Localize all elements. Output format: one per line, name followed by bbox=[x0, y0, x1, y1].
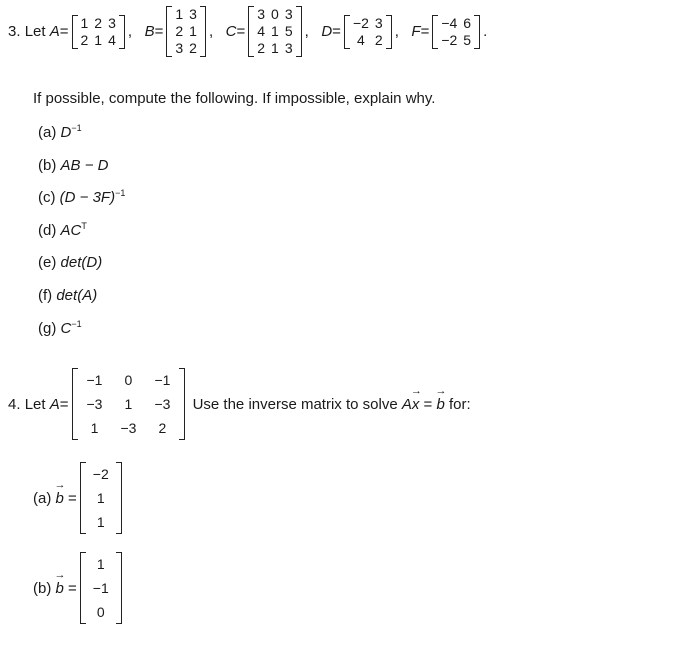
matrix-cell: 1 bbox=[271, 23, 279, 39]
matrix-a-name: A bbox=[49, 23, 60, 40]
matrix-cell: 3 bbox=[108, 14, 116, 31]
matrix-cell: 1 bbox=[94, 31, 103, 48]
problem-4-number: 4. bbox=[8, 395, 21, 413]
vector-entry: 1 bbox=[96, 556, 105, 572]
comma: , bbox=[394, 23, 399, 40]
matrix-cell: 5 bbox=[284, 23, 293, 39]
matrix-f bbox=[432, 15, 480, 49]
matrix-cell: 3 bbox=[175, 40, 184, 56]
equals-sign: = bbox=[423, 395, 433, 413]
matrix-cell: 6 bbox=[463, 14, 472, 31]
matrix-cell: 0 bbox=[271, 6, 279, 22]
vector-entry: 0 bbox=[96, 604, 105, 620]
equals-sign: = bbox=[420, 23, 430, 40]
equals-sign: = bbox=[59, 395, 69, 413]
matrix-cell: 1 bbox=[175, 6, 184, 22]
matrix-a-name: A bbox=[49, 395, 60, 413]
matrix-cell: 5 bbox=[463, 31, 472, 48]
problem-3-definitions bbox=[8, 6, 487, 57]
part-superscript: −1 bbox=[115, 188, 126, 199]
problem-3-part bbox=[38, 188, 125, 221]
part-label: (f) bbox=[38, 286, 53, 304]
comma: , bbox=[304, 23, 309, 40]
matrix-cell: 3 bbox=[374, 14, 383, 31]
matrix-b bbox=[166, 6, 206, 57]
problem-4-instruction: Use the inverse matrix to solve bbox=[192, 395, 398, 413]
matrix-cell: −3 bbox=[86, 396, 103, 412]
problem-3-instruction: If possible, compute the following. If impossible, explain why. bbox=[33, 90, 436, 107]
matrix-cell: 1 bbox=[271, 40, 279, 56]
matrix-cell: −2 bbox=[441, 31, 458, 48]
matrix-cell: 2 bbox=[189, 40, 197, 56]
matrix-cell: 3 bbox=[284, 6, 293, 22]
matrix-cell: 4 bbox=[357, 31, 365, 48]
equals-sign: = bbox=[68, 489, 77, 507]
equals-sign: = bbox=[68, 579, 77, 597]
matrix-d bbox=[344, 15, 392, 49]
part-superscript: −1 bbox=[71, 318, 82, 329]
part-expression: AB − D bbox=[60, 156, 109, 174]
problem-4-part-a bbox=[33, 462, 125, 534]
part-expression: D bbox=[60, 124, 72, 141]
problem-3-number: 3. bbox=[8, 23, 21, 40]
matrix-cell: 2 bbox=[175, 23, 184, 39]
b-vector-symbol: → b bbox=[436, 396, 444, 413]
part-expression: C bbox=[60, 319, 72, 337]
matrix-c bbox=[248, 6, 301, 57]
matrix-a bbox=[72, 15, 125, 49]
part-label: (a) bbox=[33, 489, 52, 507]
vector-entry: 1 bbox=[96, 514, 105, 530]
matrix-f-name: F bbox=[411, 23, 421, 40]
vector-entry: −1 bbox=[92, 580, 109, 596]
vector-b-a bbox=[80, 462, 122, 534]
problem-3-part bbox=[38, 123, 125, 156]
matrix-cell: −3 bbox=[154, 396, 171, 412]
matrix-cell: 3 bbox=[257, 6, 266, 22]
matrix-d-name: D bbox=[321, 23, 333, 40]
comma: , bbox=[127, 23, 133, 40]
part-label: (c) bbox=[38, 189, 56, 207]
problem-4-statement bbox=[8, 368, 471, 440]
part-expression: AC bbox=[60, 221, 82, 239]
x-vector-symbol: → x bbox=[412, 396, 420, 413]
matrix-cell: 3 bbox=[284, 40, 293, 56]
matrix-cell: 0 bbox=[124, 372, 133, 388]
matrix-cell: 2 bbox=[80, 31, 89, 48]
matrix-cell: 2 bbox=[158, 420, 167, 436]
vector-b-b bbox=[80, 552, 122, 624]
b-vector-symbol: → b bbox=[56, 580, 64, 597]
problem-3-part bbox=[38, 253, 125, 286]
matrix-cell: 1 bbox=[189, 23, 197, 39]
problem-3-part bbox=[38, 286, 125, 319]
part-expression: det(A) bbox=[56, 286, 98, 304]
matrix-cell: 2 bbox=[374, 31, 383, 48]
part-label: (g) bbox=[38, 319, 57, 337]
problem-3-part bbox=[38, 221, 125, 254]
a-symbol: A bbox=[401, 395, 412, 413]
matrix-cell: 3 bbox=[189, 6, 197, 22]
vector-entry: 1 bbox=[96, 490, 105, 506]
matrix-cell: 2 bbox=[257, 40, 266, 56]
matrix-cell: −3 bbox=[120, 420, 137, 436]
matrix-cell: 4 bbox=[257, 23, 266, 39]
comma: , bbox=[208, 23, 214, 40]
matrix-a-4 bbox=[72, 368, 186, 440]
equals-sign: = bbox=[332, 23, 341, 40]
part-expression: (D − 3F) bbox=[59, 189, 116, 207]
let-text: Let bbox=[24, 395, 46, 413]
part-label: (b) bbox=[33, 579, 52, 597]
part-label: (a) bbox=[38, 124, 57, 141]
equals-sign: = bbox=[59, 23, 69, 40]
part-superscript: −1 bbox=[71, 123, 82, 133]
matrix-cell: −1 bbox=[86, 372, 103, 388]
matrix-cell: 1 bbox=[124, 396, 133, 412]
matrix-cell: −2 bbox=[352, 14, 369, 31]
problem-3-parts bbox=[38, 123, 125, 351]
part-superscript: T bbox=[81, 220, 87, 231]
matrix-c-name: C bbox=[225, 23, 237, 40]
problem-3-part bbox=[38, 156, 125, 189]
part-label: (d) bbox=[38, 221, 57, 239]
matrix-b-name: B bbox=[144, 23, 155, 40]
part-label: (e) bbox=[38, 254, 57, 272]
equals-sign: = bbox=[154, 23, 164, 40]
problem-3-part bbox=[38, 319, 125, 352]
matrix-cell: 2 bbox=[94, 14, 103, 31]
b-vector-symbol: → b bbox=[56, 490, 64, 507]
equals-sign: = bbox=[236, 23, 246, 40]
for-text: for: bbox=[448, 395, 471, 413]
matrix-cell: 4 bbox=[108, 31, 116, 48]
period: . bbox=[483, 23, 488, 40]
part-expression: det(D) bbox=[60, 254, 103, 272]
matrix-cell: 1 bbox=[80, 14, 89, 31]
vector-entry: −2 bbox=[92, 466, 109, 482]
part-label: (b) bbox=[38, 156, 57, 174]
matrix-cell: −4 bbox=[441, 14, 458, 31]
matrix-cell: 1 bbox=[90, 420, 99, 436]
problem-4-part-b bbox=[33, 552, 125, 624]
matrix-cell: −1 bbox=[154, 372, 171, 388]
let-text: Let bbox=[24, 23, 46, 40]
